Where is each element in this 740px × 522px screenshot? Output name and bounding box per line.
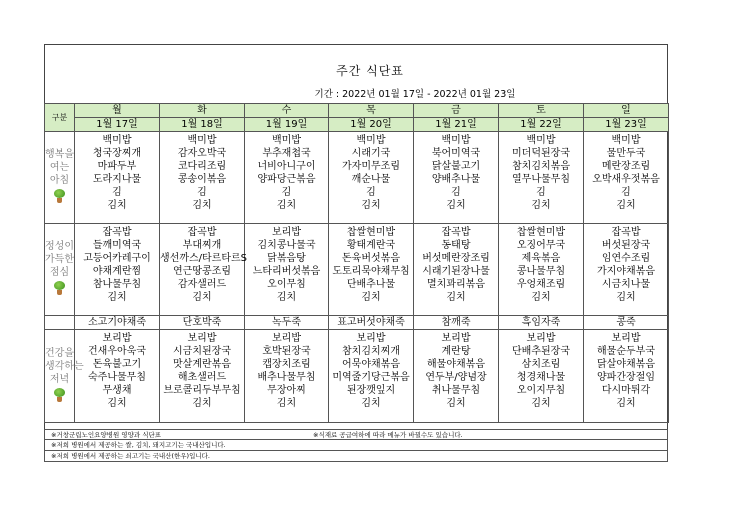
category-label: 구분 <box>45 104 75 132</box>
menu-item: 보리밥 <box>441 333 471 344</box>
page-title: 주간 식단표 <box>336 64 404 78</box>
menu-item: 미역줄기당근볶음 <box>332 372 410 383</box>
menu-item: 감자샐러드 <box>177 279 227 290</box>
menu-item: 시금치나물 <box>601 279 651 290</box>
menu-item: 코다리조림 <box>177 161 227 172</box>
porridge-cell: 소고기야채죽 <box>75 316 160 330</box>
menu-item: 연근땅콩조림 <box>173 266 231 277</box>
menu-cell <box>75 224 160 316</box>
menu-item: 부추재첩국 <box>262 148 311 159</box>
date-header: 1월 20일 <box>329 118 414 132</box>
note-row <box>44 429 668 440</box>
menu-table <box>44 103 669 423</box>
menu-item: 콩송이볶음 <box>177 174 227 185</box>
menu-item: 너비아니구이 <box>257 161 316 172</box>
menu-item: 된장깻잎지 <box>346 385 396 396</box>
meal-label-line: 가득한 <box>45 254 74 265</box>
note-text: ※식재료 공급여하에 따라 메뉴가 바뀔수도 있습니다. <box>313 431 463 439</box>
menu-item: 보리밥 <box>526 333 556 344</box>
menu-item: 참치김치찌개 <box>342 346 400 357</box>
meal-label-line: 행복을 <box>45 149 74 160</box>
menu-cell <box>584 132 669 224</box>
note-text: ※저희 병원에서 제공하는 쌀, 김치, 돼지고기는 국내산입니다. <box>51 441 226 449</box>
menu-item: 시래기국 <box>351 148 391 159</box>
menu-item: 맛살계란볶음 <box>173 359 231 370</box>
menu-item: 멸치꽈리볶음 <box>427 279 485 290</box>
menu-item: 잡곡밥 <box>441 227 471 238</box>
menu-item: 숙주나물무침 <box>88 372 146 383</box>
menu-item: 돈육불고기 <box>92 359 142 370</box>
porridge-row <box>45 316 669 330</box>
menu-item: 잡곡밥 <box>187 227 217 238</box>
menu-cell <box>245 132 329 224</box>
menu-item: 김치 <box>361 292 381 303</box>
menu-item: 보리밥 <box>272 333 301 344</box>
meal-label-line: 저녁 <box>49 373 70 385</box>
menu-item: 물만두국 <box>606 148 646 159</box>
menu-item: 김치 <box>361 200 381 211</box>
menu-item: 배추나물무침 <box>257 372 316 383</box>
date-header: 1월 19일 <box>245 118 329 132</box>
date-header-row <box>45 118 669 132</box>
menu-item: 야채계란찜 <box>92 266 142 277</box>
menu-item: 닭살불고기 <box>431 161 481 172</box>
menu-item: 김치 <box>276 200 297 211</box>
menu-cell <box>499 132 584 224</box>
meal-label <box>45 240 74 279</box>
date-header: 1월 17일 <box>75 118 160 132</box>
note-row <box>44 440 668 451</box>
menu-cell <box>160 132 245 224</box>
meal-label-line: 아침 <box>49 175 70 186</box>
menu-item: 김치 <box>531 200 551 211</box>
meal-label-line: 건강을 <box>45 347 74 359</box>
menu-cell <box>245 330 329 423</box>
menu-item: 느타리버섯볶음 <box>252 266 321 277</box>
menu-item: 호박된장국 <box>262 346 311 357</box>
menu-item: 도토리묵야채무침 <box>332 266 410 277</box>
menu-item: 김치 <box>531 292 551 303</box>
menu-cell <box>499 224 584 316</box>
menu-item: 임연수조림 <box>601 253 651 264</box>
menu-item: 보리밥 <box>272 227 301 238</box>
menu-item: 백미밥 <box>526 135 556 146</box>
date-header: 1월 21일 <box>414 118 499 132</box>
porridge-cell: 콩죽 <box>584 316 669 330</box>
menu-cell <box>329 330 414 423</box>
menu-item: 잡곡밥 <box>611 227 641 238</box>
menu-cell <box>414 132 499 224</box>
menu-item: 김치 <box>107 200 127 211</box>
meal-label-cell <box>45 330 84 423</box>
day-header: 목 <box>329 104 414 118</box>
menu-cell <box>329 224 414 316</box>
menu-item: 김치 <box>446 292 466 303</box>
menu-item: 가지야채볶음 <box>597 266 655 277</box>
meal-label-line: 점심 <box>49 267 70 278</box>
period-text: 기간 : 2022년 01월 17일 - 2022년 01월 23일 <box>314 89 516 100</box>
menu-cell <box>160 224 245 316</box>
day-header-row <box>45 104 669 118</box>
menu-item: 백미밥 <box>102 135 132 146</box>
menu-item: 해물순두부국 <box>597 346 655 357</box>
meal-row <box>45 132 669 224</box>
date-header: 1월 23일 <box>584 118 669 132</box>
menu-item: 김 <box>197 187 207 198</box>
menu-item: 북어미역국 <box>431 148 481 159</box>
menu-item: 콩나물무침 <box>516 266 566 277</box>
menu-item: 부대찌개 <box>182 240 222 251</box>
menu-item: 들깨미역국 <box>92 240 142 251</box>
menu-item: 김 <box>281 187 292 198</box>
menu-item: 김치 <box>276 292 297 303</box>
menu-cell <box>414 224 499 316</box>
meal-label-line: 여는 <box>49 162 70 173</box>
date-header: 1월 18일 <box>160 118 245 132</box>
menu-item: 청경채나물 <box>516 372 566 383</box>
day-header: 금 <box>414 104 499 118</box>
menu-cell <box>160 330 245 423</box>
menu-item: 양배추나물 <box>431 174 481 185</box>
menu-item: 브로콜리두부무침 <box>163 385 241 396</box>
menu-item: 황태계란국 <box>346 240 396 251</box>
day-header: 화 <box>160 104 245 118</box>
menu-item: 김치콩나물국 <box>257 240 316 251</box>
menu-item: 오이지무침 <box>516 385 566 396</box>
menu-item: 닭볶음탕 <box>267 253 306 264</box>
menu-item: 오박새우젓볶음 <box>592 174 660 185</box>
menu-item: 버섯된장국 <box>601 240 651 251</box>
menu-item: 가자미무조림 <box>342 161 400 172</box>
date-header: 1월 22일 <box>499 118 584 132</box>
menu-item: 보리밥 <box>356 333 386 344</box>
menu-item: 제육볶음 <box>521 253 561 264</box>
menu-item: 김 <box>366 187 376 198</box>
potted-plant-icon <box>54 189 65 203</box>
menu-item: 해물야채볶음 <box>427 359 485 370</box>
menu-item: 백미밥 <box>187 135 217 146</box>
menu-item: 김치 <box>192 200 212 211</box>
porridge-cell: 단호박죽 <box>160 316 245 330</box>
menu-item: 김 <box>451 187 461 198</box>
porridge-label-cell <box>45 316 75 330</box>
menu-item: 김치 <box>192 292 212 303</box>
meal-row <box>45 224 669 316</box>
day-header: 토 <box>499 104 584 118</box>
menu-item: 김 <box>621 187 631 198</box>
meal-label-cell <box>45 132 75 224</box>
menu-item: 시래기된장나물 <box>422 266 490 277</box>
menu-item: 김치 <box>616 398 636 409</box>
menu-cell <box>584 224 669 316</box>
porridge-cell: 참깨죽 <box>414 316 499 330</box>
menu-item: 김치 <box>276 398 297 409</box>
menu-item: 백미밥 <box>356 135 386 146</box>
menu-item: 감자오박국 <box>177 148 227 159</box>
menu-item: 닭살야채볶음 <box>597 359 655 370</box>
menu-item: 동태탕 <box>441 240 471 251</box>
menu-item: 보리밥 <box>611 333 641 344</box>
potted-plant-icon <box>54 281 65 295</box>
menu-cell <box>499 330 584 423</box>
menu-item: 열무나물무침 <box>512 174 570 185</box>
menu-item: 김치 <box>446 398 466 409</box>
menu-cell <box>329 132 414 224</box>
menu-item: 돈육버섯볶음 <box>342 253 400 264</box>
menu-item: 찹쌀현미밥 <box>346 227 396 238</box>
menu-item: 김치 <box>616 292 636 303</box>
menu-item: 양파당근볶음 <box>257 174 316 185</box>
menu-item: 잡곡밥 <box>102 227 132 238</box>
menu-item: 오이무침 <box>267 279 306 290</box>
menu-item: 찹쌀현미밥 <box>516 227 566 238</box>
menu-cell <box>245 224 329 316</box>
menu-item: 양파간장절임 <box>597 372 655 383</box>
note-text: ※저희 병원에서 제공하는 쇠고기는 국내산(한우)입니다. <box>51 452 210 460</box>
menu-item: 계란탕 <box>441 346 471 357</box>
day-header: 수 <box>245 104 329 118</box>
menu-item: 메란장조림 <box>601 161 651 172</box>
menu-cell <box>75 132 160 224</box>
menu-item: 백미밥 <box>272 135 301 146</box>
menu-item: 단배추된장국 <box>512 346 570 357</box>
menu-item: 미더덕된장국 <box>512 148 570 159</box>
menu-item: 백미밥 <box>611 135 641 146</box>
potted-plant-icon <box>54 388 65 402</box>
menu-item: 다시마튀각 <box>601 385 651 396</box>
menu-item: 참나물무침 <box>92 279 142 290</box>
menu-item: 김치 <box>107 398 127 409</box>
meal-label-line: 정성이 <box>45 241 74 252</box>
menu-item: 캡장치조림 <box>262 359 311 370</box>
meal-label <box>45 347 84 386</box>
meal-label-line: 생각하는 <box>45 360 84 372</box>
meal-label-cell <box>45 224 75 316</box>
menu-item: 버섯메란장조림 <box>422 253 490 264</box>
meal-label <box>45 148 74 187</box>
menu-cell <box>414 330 499 423</box>
menu-item: 연두부/양념장 <box>425 372 487 383</box>
menu-item: 취나물무침 <box>431 385 481 396</box>
menu-cell <box>584 330 669 423</box>
porridge-cell: 흑임자죽 <box>499 316 584 330</box>
menu-item: 참치김치볶음 <box>512 161 570 172</box>
porridge-cell: 녹두죽 <box>245 316 329 330</box>
menu-item: 무생채 <box>102 385 132 396</box>
menu-item: 김 <box>112 187 122 198</box>
menu-item: 김치 <box>446 200 466 211</box>
menu-item: 김치 <box>192 398 212 409</box>
menu-item: 우엉채조림 <box>516 279 566 290</box>
note-text: ※거창군립노인요양병원 영양과 식단표 <box>51 431 162 439</box>
day-header: 월 <box>75 104 160 118</box>
menu-item: 삼치조림 <box>521 359 561 370</box>
menu-item: 김치 <box>531 398 551 409</box>
menu-item: 생선까스/타르타르S <box>160 253 247 264</box>
menu-item: 김치 <box>616 200 636 211</box>
menu-item: 보리밥 <box>187 333 217 344</box>
menu-item: 마파두부 <box>97 161 137 172</box>
menu-item: 건새우아욱국 <box>88 346 146 357</box>
day-header: 일 <box>584 104 669 118</box>
menu-item: 보리밥 <box>102 333 132 344</box>
menu-item: 김치 <box>107 292 127 303</box>
menu-item: 무장아찌 <box>267 385 306 396</box>
menu-item: 시금치된장국 <box>173 346 231 357</box>
menu-item: 오징어무국 <box>516 240 566 251</box>
menu-cell <box>75 330 160 423</box>
menu-item: 깨순나물 <box>351 174 391 185</box>
meal-row <box>45 330 669 423</box>
menu-item: 김 <box>536 187 546 198</box>
menu-item: 백미밥 <box>441 135 471 146</box>
porridge-cell: 표고버섯야채죽 <box>329 316 414 330</box>
menu-item: 도라지나물 <box>92 174 142 185</box>
menu-item: 해초샐러드 <box>177 372 227 383</box>
menu-item: 고등어카레구이 <box>83 253 151 264</box>
menu-item: 단배추나물 <box>346 279 396 290</box>
menu-item: 어묵야채볶음 <box>342 359 400 370</box>
menu-item: 김치 <box>361 398 381 409</box>
menu-item: 청국장찌개 <box>92 148 142 159</box>
note-row <box>44 451 668 462</box>
